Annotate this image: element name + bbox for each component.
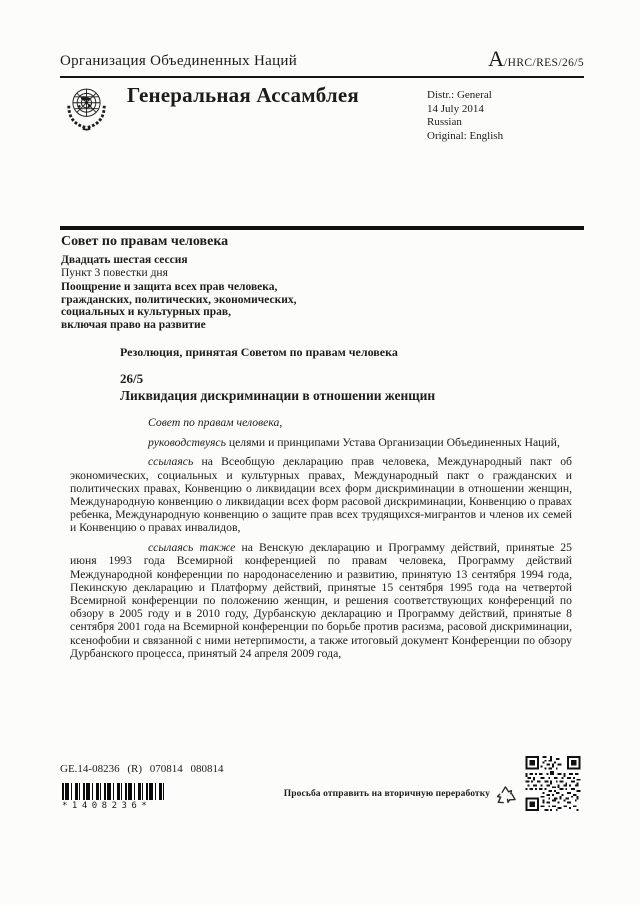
resolution-body: [70, 416, 572, 666]
resolution-heading: Резолюция, принятая Советом по правам человека: [120, 345, 398, 359]
paragraph-lead: руководствуясь: [148, 435, 226, 449]
section-rule: [60, 226, 584, 230]
doc-symbol-prefix: A: [488, 46, 505, 71]
agenda-title-line: гражданских, политических, экономических,: [61, 293, 297, 306]
un-emblem-icon: [61, 80, 112, 134]
distr-block: [427, 89, 503, 143]
session-line: Двадцать шестая сессия: [61, 254, 188, 266]
original-language-line: Original: English: [427, 129, 504, 142]
agenda-title: [61, 281, 296, 331]
paragraph-addressee: [70, 416, 572, 429]
date-line: 14 July 2014: [427, 102, 484, 115]
ge-reference: GE.14-08236 (R) 070814 080814: [60, 763, 224, 775]
doc-symbol-suffix: /HRC/RES/26/5: [504, 57, 584, 69]
agenda-item-line: Пункт 3 повестки дня: [61, 267, 168, 279]
council-heading: Совет по правам человека: [61, 234, 229, 249]
resolution-title: Ликвидация дискриминации в отношении женщин: [120, 388, 436, 403]
paragraph-lead: ссылаясь: [148, 455, 194, 469]
agenda-title-line: Поощрение и защита всех прав человека,: [61, 281, 278, 293]
paragraph-recalling-also: [70, 541, 572, 660]
org-name: Организация Объединенных Наций: [60, 53, 298, 69]
barcode-bars: [62, 783, 166, 800]
doc-symbol: [488, 46, 584, 72]
barcode: [62, 783, 166, 811]
paragraph-guided: [70, 436, 572, 449]
paragraph-text: целями и принципами Устава Организации Объединенных Наций,: [225, 435, 560, 449]
resolution-number: 26/5: [120, 371, 144, 386]
distr-line: Distr.: General: [427, 89, 492, 101]
language-line: Russian: [427, 116, 462, 129]
paragraph-recalling: [70, 455, 572, 534]
agenda-title-line: включая право на развитие: [61, 318, 206, 331]
paragraph-text: на Венскую декларацию и Программу действий, принятые 25 июня 1993 года Всемирной конференцией по правам человека, Программу действий Международной конференции по народонаселению и развитию, принятую 13 сентября 1994 года, Пекинскую декларацию и Платформу действий, принятые 15 сентября 1995 года на четвертой Всемирной конференции по положению женщин, и решения соответствующих конференций по обзору в 2005 году и в 2010 году, Дурбанскую декларацию и Программу действий, принятые 8 сентября 2001 года на Всемирной конференции по борьбе против расизма, расовой дискриминации, ксенофобии и связанной с ними нетерпимости, а также итоговый документ Конференции по обзору Дурбанского процесса, принятый 24 апреля 2009 года,: [70, 541, 572, 660]
barcode-text: *1408236*: [62, 801, 152, 811]
paragraph-text: Совет по правам человека,: [148, 416, 283, 429]
header-rule: [60, 76, 584, 78]
paragraph-text: на Всеобщую декларацию прав человека, Международный пакт об экономических, социальных и культурных правах, Международный пакт о гражданских и политических правах, Конвенцию о ликвидации всех форм дискриминации в отношении женщин, Международную конвенцию о ликвидации всех форм расовой дискриминации, Конвенцию о правах ребенка, Международную конвенцию о защите прав всех трудящихся-мигрантов и членов их семей и Конвенцию о правах инвалидов,: [70, 455, 572, 535]
paragraph-lead: ссылаясь также: [148, 541, 236, 555]
recycle-note: Просьба отправить на вторичную переработку: [283, 789, 490, 799]
agenda-title-line: социальных и культурных прав,: [61, 306, 231, 319]
assembly-title: Генеральная Ассамблея: [127, 83, 359, 107]
recycle-icon: [493, 782, 521, 808]
qr-code-icon: [523, 756, 583, 811]
